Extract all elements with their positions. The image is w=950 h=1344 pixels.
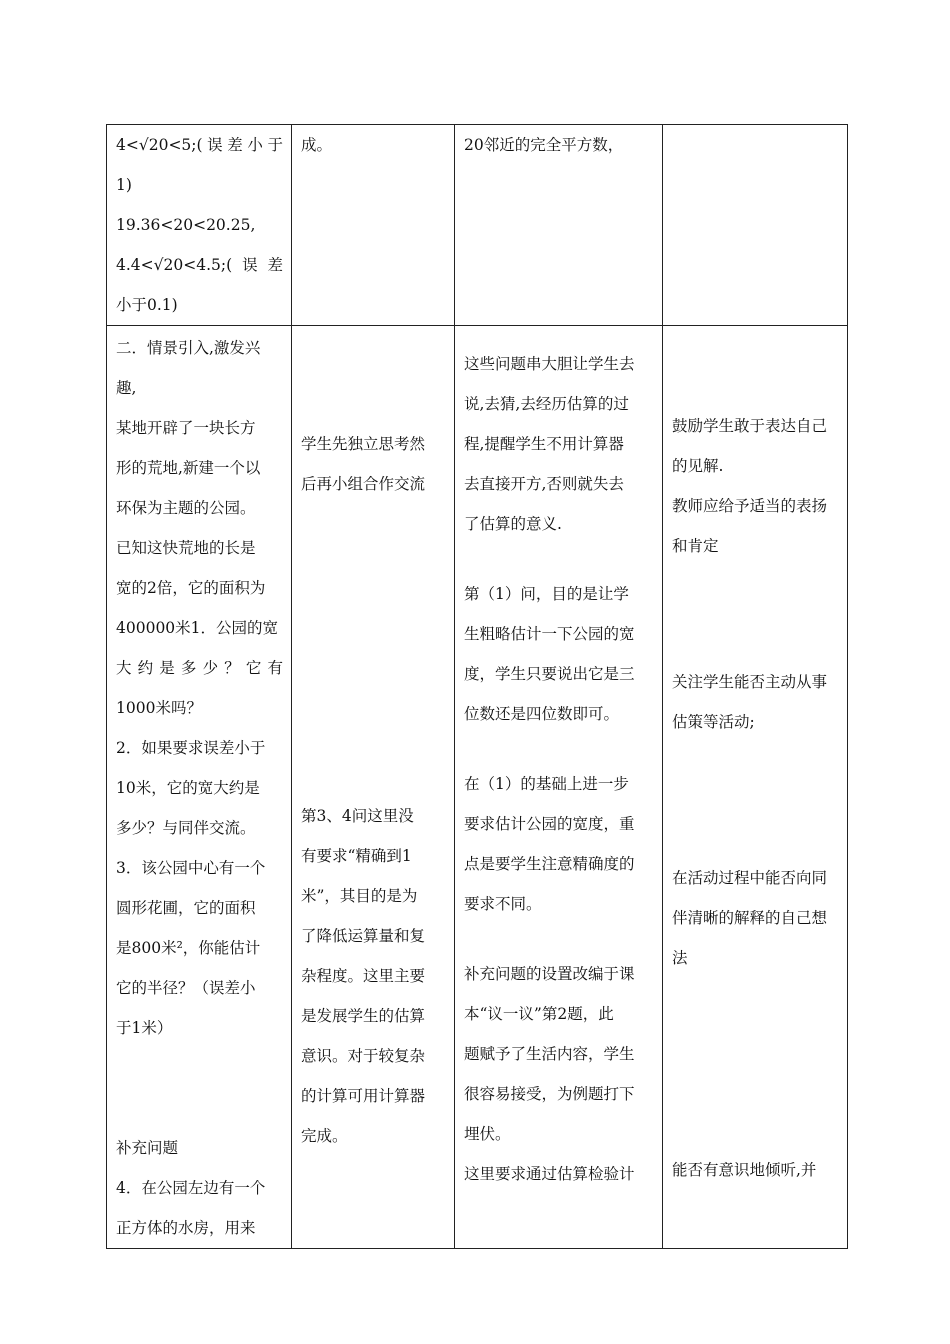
text-line: 程,提醒学生不用计算器 (464, 435, 624, 453)
text-line: 成。 (301, 136, 333, 154)
text-line: 去直接开方,否则就失去 (464, 475, 624, 493)
cell-r1-design (455, 125, 663, 326)
text-line: 圆形花圃，它的面积 (116, 899, 256, 917)
text-line: 本“议一议”第2题，此 (464, 1005, 614, 1023)
text-line: 完成。 (301, 1127, 348, 1145)
text-line: 补充问题 (116, 1139, 179, 1157)
text-line: 了估算的意义. (464, 515, 562, 533)
text-line: 了降低运算量和复 (301, 927, 426, 945)
cell-r2-student (292, 326, 455, 1249)
cell-r2-evaluation (663, 326, 848, 1249)
text-line: 的计算可用计算器 (301, 1087, 426, 1105)
text-line: 有要求“精确到1 (301, 847, 412, 865)
text-line: 能否有意识地倾听,并 (672, 1161, 817, 1179)
text-line: 是800米²，你能估计 (116, 939, 261, 957)
text-line: 小于0.1) (116, 296, 178, 314)
cell-r2-design (455, 326, 663, 1249)
text-line: 是发展学生的估算 (301, 1007, 426, 1025)
text-line: 要求不同。 (464, 895, 542, 913)
text-line: 学生先独立思考然 (301, 435, 426, 453)
lesson-plan-table (106, 124, 848, 1249)
text-line: 教师应给予适当的表扬 (672, 497, 828, 515)
text-line: 很容易接受，为例题打下 (464, 1085, 635, 1103)
text-line: 第3、4问这里没 (301, 807, 414, 825)
text-line: 要求估计公园的宽度，重 (464, 815, 635, 833)
text-line: 某地开辟了一块长方 (116, 419, 256, 437)
text-line: 在（1）的基础上进一步 (464, 775, 629, 793)
text-line: 说,去猜,去经历估算的过 (464, 395, 629, 413)
text-line: 生粗略估计一下公园的宽 (464, 625, 635, 643)
text-line: 鼓励学生敢于表达自己 (672, 417, 828, 435)
text-line: 10米，它的宽大约是 (116, 779, 260, 797)
text-line: 米”，其目的是为 (301, 887, 418, 905)
text-line: 趣, (116, 379, 137, 397)
cell-r2-content (107, 326, 292, 1249)
text-line: 19.36<20<20.25, (116, 216, 256, 234)
text-line: 它的半径？（误差小 (116, 979, 256, 997)
text-line: 3．该公园中心有一个 (116, 859, 266, 877)
text-line: 环保为主题的公园。 (116, 499, 256, 517)
text-line: 杂程度。这里主要 (301, 967, 426, 985)
text-line: 正方体的水房，用来 (116, 1219, 256, 1237)
text-line: 点是要学生注意精确度的 (464, 855, 635, 873)
text-line: 在活动过程中能否向同 (672, 869, 828, 887)
text-line: 位数还是四位数即可。 (464, 705, 620, 723)
text-line: 已知这快荒地的长是 (116, 539, 256, 557)
text-line: 二．情景引入,激发兴 (116, 339, 261, 357)
text-line: 埋伏。 (464, 1125, 511, 1143)
text-line: 于1米） (116, 1019, 173, 1037)
text-line: 1) (116, 176, 132, 194)
text-line: 法 (672, 949, 688, 967)
text-line: 400000米1．公园的宽 (116, 619, 279, 637)
text-line (116, 1088, 283, 1128)
text-line: 20邻近的完全平方数， (464, 136, 624, 154)
text-line: 和肯定 (672, 537, 719, 555)
text-line: 关注学生能否主动从事 (672, 673, 828, 691)
text-line: 估策等活动; (672, 713, 755, 731)
text-line: 后再小组合作交流 (301, 475, 426, 493)
text-line: 1000米吗？ (116, 699, 202, 717)
text-line: 这里要求通过估算检验计 (464, 1165, 635, 1183)
text-line: 第（1）问，目的是让学 (464, 585, 629, 603)
text-line: 宽的2倍，它的面积为 (116, 579, 266, 597)
text-line: 意识。对于较复杂 (301, 1047, 426, 1065)
cell-r1-evaluation (663, 125, 848, 326)
text-line (116, 1048, 283, 1088)
cell-r1-student (292, 125, 455, 326)
text-line: 2．如果要求误差小于 (116, 739, 266, 757)
text-line: 题赋予了生活内容，学生 (464, 1045, 635, 1063)
text-line: 4.4<√20<4.5;(误差 (116, 256, 283, 274)
text-line: 补充问题的设置改编于课 (464, 965, 635, 983)
cell-r1-content (107, 125, 292, 326)
text-line: 4<√20<5;(误差小于 (116, 136, 283, 154)
table-row (107, 326, 848, 1249)
text-line: 大约是多少？它有 (116, 659, 283, 677)
table-row (107, 125, 848, 326)
text-line: 4．在公园左边有一个 (116, 1179, 266, 1197)
text-line: 度，学生只要说出它是三 (464, 665, 635, 683)
text-line: 这些问题串大胆让学生去 (464, 355, 635, 373)
text-line: 伴清晰的解释的自己想 (672, 909, 828, 927)
text-line: 多少？与同伴交流。 (116, 819, 256, 837)
text-line: 形的荒地,新建一个以 (116, 459, 261, 477)
text-line: 的见解. (672, 457, 724, 475)
